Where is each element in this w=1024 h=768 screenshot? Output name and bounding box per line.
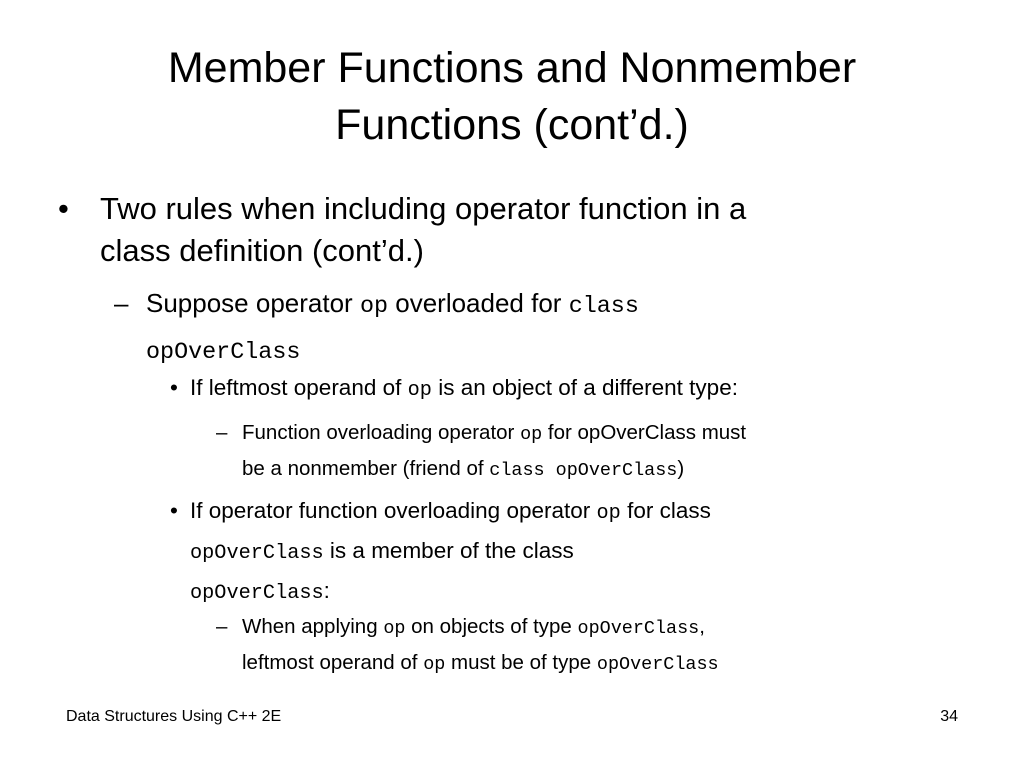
text-segment: leftmost operand of	[242, 651, 424, 674]
bullet-text-line-1	[190, 372, 990, 407]
bullet-text-line-2	[242, 452, 972, 488]
bullet-text-line-2	[146, 328, 906, 374]
code-segment: class	[568, 294, 639, 320]
text-segment: on objects of type	[405, 615, 578, 638]
bullet-dash-icon: –	[216, 421, 228, 444]
text-segment: Suppose operator	[146, 288, 360, 318]
text-segment: is a member of the class	[323, 538, 574, 563]
bullet-level4-nonmember	[216, 416, 972, 488]
footer-page-number: 34	[940, 708, 958, 725]
text-segment: )	[677, 457, 685, 480]
bullet-text-line-2	[242, 646, 972, 682]
bullet-level1-two-rules	[58, 188, 920, 272]
code-segment: op	[596, 502, 621, 525]
bullet-level3-leftmost-operand	[170, 372, 990, 407]
text-segment: be a nonmember (friend of	[242, 457, 490, 480]
code-segment: opOverClass	[577, 618, 700, 639]
slide-title-line-2: Functions (cont’d.)	[335, 101, 689, 149]
text-segment: must be of type	[445, 651, 597, 674]
bullet-level4-applying-op	[216, 610, 972, 682]
bullet-dash-icon: –	[216, 615, 228, 638]
code-segment: opOverClass	[190, 542, 324, 565]
code-segment: class opOverClass	[489, 460, 678, 481]
bullet-text-line-1	[242, 610, 972, 646]
bullet-dash-icon: –	[114, 288, 129, 318]
text-segment: ,	[699, 615, 705, 638]
text-segment: for class	[620, 498, 711, 523]
bullet-text-line-3	[190, 572, 990, 612]
bullet-dot-icon: •	[170, 498, 178, 523]
text-segment: overloaded for	[388, 288, 569, 318]
bullet-text-line-1: Two rules when including operator function in a	[100, 191, 747, 226]
bullet-text-line-2	[190, 532, 990, 572]
code-segment: op	[383, 618, 406, 639]
bullet-level3-member-function	[170, 492, 990, 612]
code-segment: opOverClass	[190, 582, 324, 605]
text-segment: If leftmost operand of	[190, 375, 408, 400]
text-segment: :	[323, 578, 330, 603]
text-segment: If operator function overloading operator	[190, 498, 597, 523]
text-segment: Function overloading operator	[242, 421, 521, 444]
text-segment: When applying	[242, 615, 384, 638]
footer-course-title: Data Structures Using C++ 2E	[66, 708, 282, 725]
code-segment: op	[359, 294, 389, 320]
code-segment: op	[423, 654, 446, 675]
code-segment: opOverClass	[596, 654, 719, 675]
code-segment: opOverClass	[146, 340, 301, 366]
bullet-text-line-1	[242, 416, 972, 452]
code-segment: op	[520, 424, 543, 445]
bullet-dot-icon: •	[170, 375, 178, 400]
bullet-dot-icon: •	[58, 191, 69, 226]
code-segment: op	[407, 379, 432, 402]
bullet-text-line-2: class definition (cont’d.)	[100, 233, 424, 268]
bullet-text-line-1	[190, 492, 990, 532]
bullet-text-line-1	[146, 282, 906, 328]
bullet-level2-suppose	[114, 282, 906, 374]
text-segment: is an object of a different type:	[431, 375, 738, 400]
text-segment: for opOverClass must	[542, 421, 747, 444]
slide-title-line-1: Member Functions and Nonmember	[167, 44, 857, 92]
